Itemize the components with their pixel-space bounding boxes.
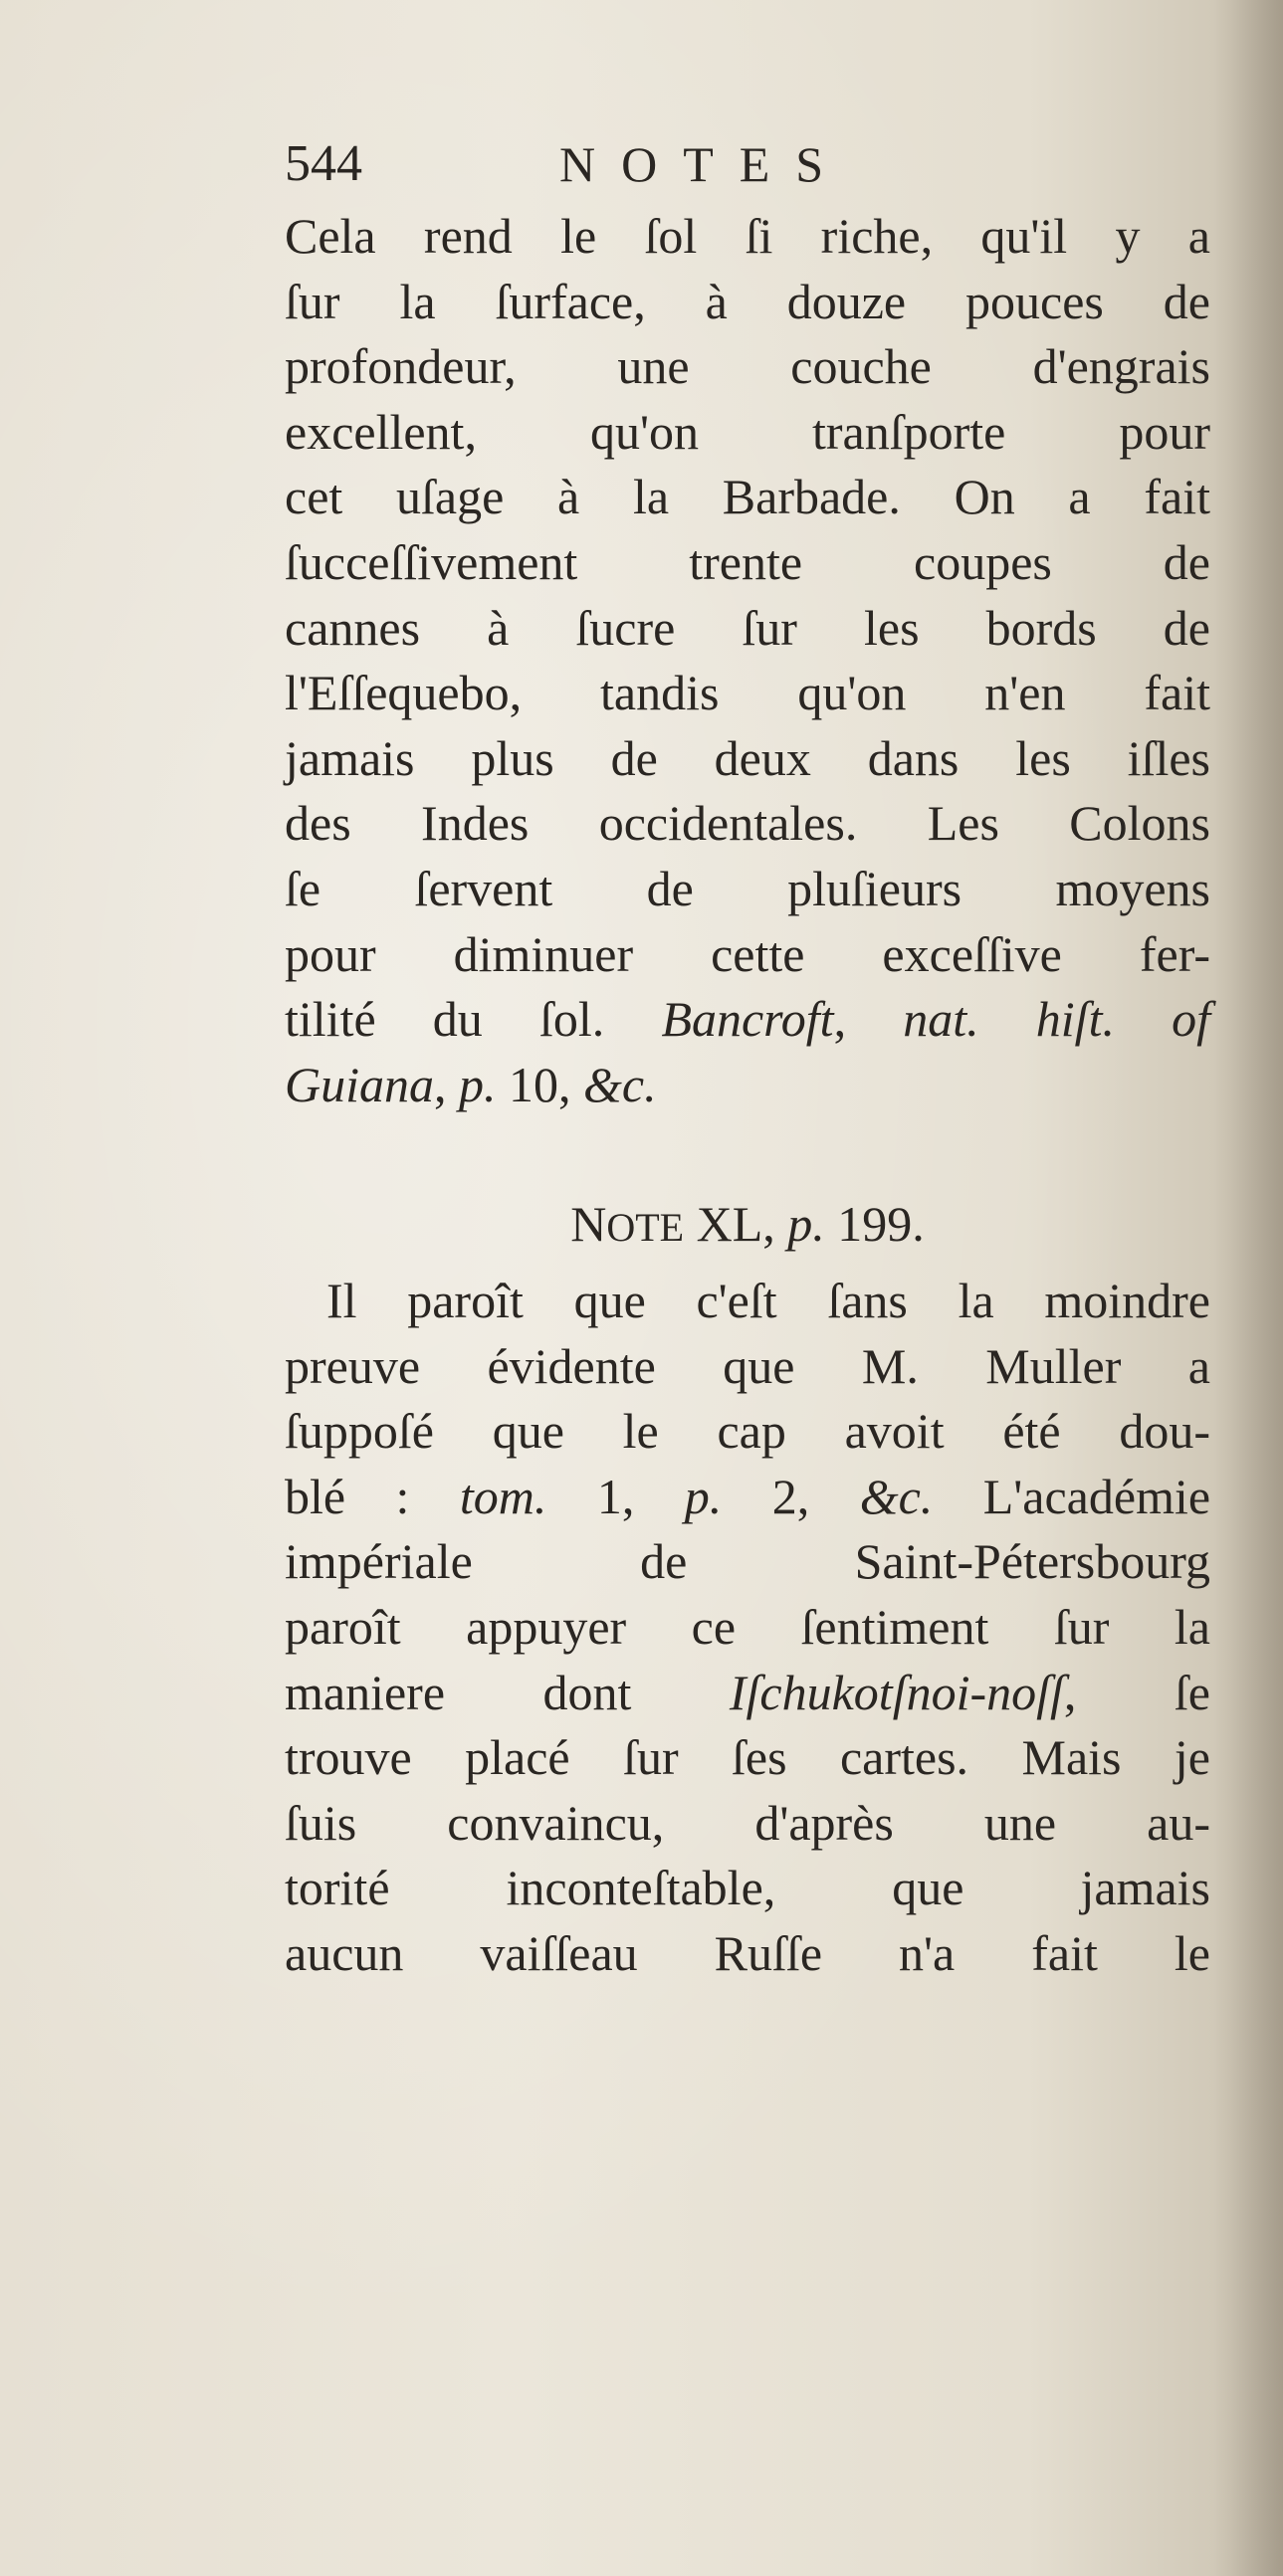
citation-etc: &c.	[859, 1468, 934, 1524]
text-line: jamais plus de deux dans les iſles	[285, 729, 1210, 786]
citation-title-place: Guiana	[285, 1056, 434, 1112]
text-line: excellent, qu'on tranſporte pour	[285, 403, 1210, 460]
text-line: pour diminuer cette exceſſive fer-	[285, 925, 1210, 982]
text-line: ſuis convaincu, d'après une au-	[285, 1794, 1210, 1851]
text-line: l'Eſſequebo, tandis qu'on n'en fait	[285, 665, 1210, 721]
text-segment: blé :	[285, 1468, 410, 1524]
text-segment: tilité du ſol.	[285, 991, 605, 1048]
page-number: 544	[285, 135, 362, 192]
citation-page: 10	[509, 1056, 558, 1112]
text-segment: L'académie	[982, 1468, 1211, 1524]
text-line: impériale de Saint-Pétersbourg	[285, 1533, 1210, 1590]
text-line: ſe ſervent de pluſieurs moyens	[285, 860, 1210, 916]
paragraph-continued	[285, 204, 1210, 1117]
text-line: paroît appuyer ce ſentiment ſur la	[285, 1598, 1210, 1655]
place-name: Iſchukotſnoi-noſſ	[729, 1664, 1064, 1720]
note-number: XL	[696, 1196, 763, 1252]
text-segment: maniere dont	[285, 1664, 632, 1720]
citation-page-marker: p.	[684, 1468, 723, 1524]
citation-page: 2,	[771, 1468, 810, 1524]
text-line: cet uſage à la Barbade. On a fait	[285, 469, 1210, 525]
citation-author: Bancroft	[661, 991, 834, 1048]
text-line: preuve évidente que M. Muller a	[285, 1337, 1210, 1394]
page-header	[285, 129, 981, 199]
citation-line: tilité du ſol. Bancroft, nat. hiſt. of	[285, 991, 1211, 1048]
note-label-initial: N	[570, 1196, 607, 1252]
note-heading: NOTE XL, p. 199.	[570, 1196, 925, 1252]
citation-volume: 1,	[596, 1468, 635, 1524]
citation-tom: tom.	[459, 1468, 547, 1524]
text-line: torité inconteſtable, que jamais	[285, 1860, 1210, 1916]
note-label-smallcaps: OTE	[606, 1205, 685, 1250]
text-line: ſucceſſivement trente coupes de	[285, 533, 1210, 590]
text-line: cannes à ſucre ſur les bords de	[285, 599, 1210, 656]
citation-title: nat. hiſt. of	[903, 991, 1211, 1048]
text-line-place	[285, 1661, 1210, 1726]
note-page: 199.	[837, 1196, 925, 1252]
text-line: des Indes occidentales. Les Colons	[285, 795, 1210, 852]
citation-line-end: Guiana, p. 10, &c.	[285, 1056, 657, 1112]
text-line-citation	[285, 1465, 1210, 1530]
text-line: trouve placé ſur ſes cartes. Mais je	[285, 1729, 1210, 1786]
citation-page-marker: p.	[459, 1056, 497, 1112]
text-line: ſur la ſurface, à douze pouces de	[285, 273, 1210, 329]
text-line: Il paroît que c'eſt ſans la moindre	[326, 1273, 1210, 1328]
note-page-marker: p.	[787, 1196, 825, 1252]
text-line: aucun vaiſſeau Ruſſe n'a fait le	[285, 1924, 1210, 1981]
text-line: profondeur, une couche d'engrais	[285, 338, 1210, 395]
citation-etc: &c.	[583, 1056, 657, 1112]
text-segment: , ſe	[1063, 1664, 1210, 1720]
note-paragraph	[285, 1269, 1210, 1987]
running-head: NOTES	[559, 136, 850, 192]
text-line: Cela rend le ſol ſi riche, qu'il y a	[285, 208, 1210, 264]
text-line: ſuppoſé que le cap avoit été dou-	[285, 1403, 1210, 1460]
gutter-shadow	[1213, 0, 1283, 2576]
